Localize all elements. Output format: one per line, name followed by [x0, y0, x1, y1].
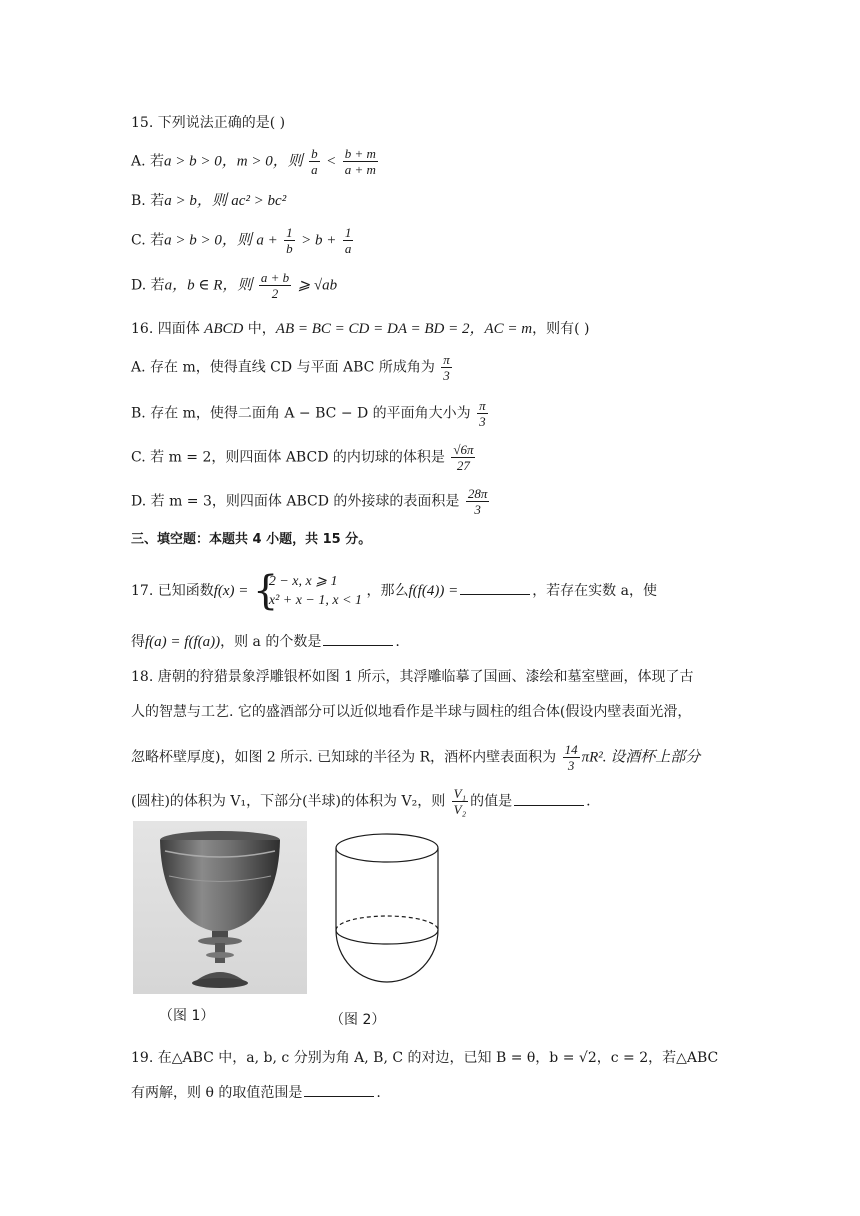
piecewise-function: { 2 − x, x ⩾ 1 x² + x − 1, x < 1: [252, 568, 363, 614]
fraction: $\frac{a + b}{2}$: [260, 270, 290, 301]
fraction: $\frac{28\pi}{3}$: [467, 486, 488, 517]
answer-blank: [460, 582, 530, 595]
answer-blank: [514, 793, 584, 806]
fraction: $\frac{b}{a}$: [311, 146, 318, 177]
fraction: $\frac{\pi}{3}$: [479, 398, 486, 429]
q17-line1: 17. 已知函数f(x) = { 2 − x, x ⩾ 1 x² + x − 1, x < 1 ，那么f(f(4)) = ，若存在实数 a，使: [131, 568, 657, 614]
q19-line1: 19. 在△ABC 中，a, b, c 分别为角 A, B, C 的对边，已知 B = θ，b = √2，c = 2，若△ABC: [131, 1050, 719, 1066]
q18-line1: 18. 唐朝的狩猎景象浮雕银杯如图 1 所示，其浮雕临摹了国画、漆绘和墓室壁画，体现了古: [131, 669, 694, 685]
q17-line2: 得f(a) = f(f(a))，则 a 的个数是 .: [131, 634, 400, 650]
q16-option-a: A. 存在 m，使得直线 CD 与平面 ABC 所成角为 $\frac{\pi}{3}$: [131, 352, 450, 383]
q15-option-d: D. 若a，b ∈ R，则 $\frac{a + b}{2}$ ⩾ √ab: [131, 270, 338, 301]
q16-option-d: D. 若 m = 3，则四面体 ABCD 的外接球的表面积是 $\frac{28\pi}{3}$: [131, 486, 488, 517]
fraction: $\frac{1}{b}$: [286, 225, 293, 256]
fraction: $\frac{14}{3}$: [564, 742, 578, 773]
q15-option-b: B. 若a > b，则 ac² > bc²: [131, 193, 287, 209]
q18-line4: (圆柱)的体积为 V₁，下部分(半球)的体积为 V₂，则 $\frac{\text{V₁}}{\text{V₂}}$ 的值是 .: [131, 786, 591, 817]
q19-line2: 有两解，则 θ 的取值范围是 .: [131, 1085, 381, 1101]
q18-line2: 人的智慧与工艺. 它的盛酒部分可以近似地看作是半球与圆柱的组合体(假设内壁表面光滑，: [131, 704, 692, 720]
fraction: $\frac{b + m}{a + m}$: [344, 146, 376, 177]
q15-stem: 15. 下列说法正确的是( ): [131, 115, 286, 131]
q16-stem: 16. 四面体 ABCD 中，AB = BC = CD = DA = BD = 2，AC = m，则有( ): [131, 321, 590, 337]
fraction: $\frac{\pi}{3}$: [443, 352, 450, 383]
answer-blank: [304, 1084, 374, 1097]
q18-line3: 忽略杯壁厚度)，如图 2 所示. 已知球的半径为 R，酒杯内壁表面积为 $\frac{14}{3}$ πR². 设酒杯上部分: [131, 742, 701, 773]
q15-option-c: C. 若a > b > 0，则 a + $\frac{1}{b}$ > b + $\frac{1}{a}$: [131, 225, 352, 256]
figure2-caption: （图 2）: [330, 1012, 386, 1028]
silver-cup-photo: [133, 821, 307, 994]
q16-option-c: C. 若 m = 2，则四面体 ABCD 的内切球的体积是 $\frac{√6\pi}{27}$: [131, 442, 474, 473]
q16-option-b: B. 存在 m，使得二面角 A − BC − D 的平面角大小为 $\frac{\pi}{3}$: [131, 398, 486, 429]
answer-blank: [323, 633, 393, 646]
fraction: $\frac{1}{a}$: [344, 225, 352, 256]
figure1-caption: （图 1）: [159, 1008, 215, 1024]
q15-option-a: A. 若a > b > 0，m > 0，则 $\frac{b}{a}$ < $\frac{b + m}{a + m}$: [131, 146, 376, 177]
section-heading: 三、填空题：本题共 4 小题，共 15 分。: [131, 532, 372, 547]
fraction: $\frac{√6\pi}{27}$: [453, 442, 474, 473]
fraction: $\frac{\text{V₁}}{\text{V₂}}$: [453, 786, 467, 817]
cylinder-hemisphere-diagram: [325, 830, 449, 1000]
